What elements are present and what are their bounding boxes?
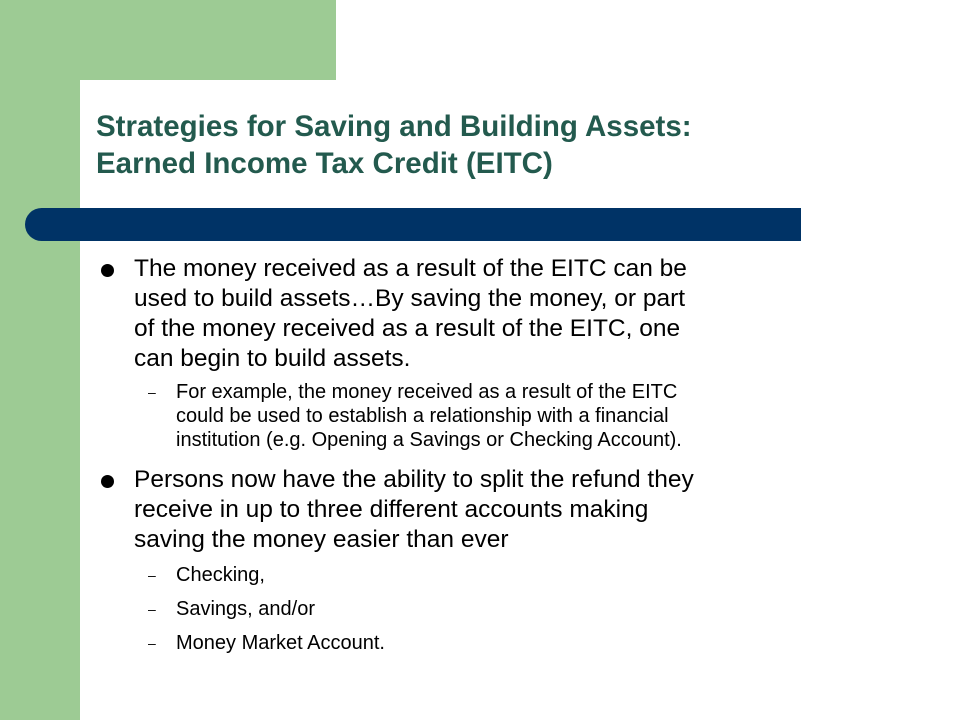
bullet-2-line-1: Persons now have the ability to split the refund they (134, 466, 694, 493)
sub-item-example (134, 380, 890, 452)
bullet-1-line-1: The money received as a result of the EITC can be (134, 255, 687, 282)
title-divider-bar (25, 208, 801, 241)
sub-item-money-market (134, 631, 890, 655)
dash-icon: – (148, 567, 156, 583)
sub-list (134, 563, 890, 655)
sub-item-savings (134, 597, 890, 621)
dash-icon: – (148, 601, 156, 617)
bullet-2-line-3: saving the money easier than ever (134, 526, 509, 553)
bullet-dot-icon (101, 475, 114, 488)
bullet-item-eitc-assets (100, 254, 890, 452)
left-green-bar (0, 0, 80, 720)
bullet-1-line-4: can begin to build assets. (134, 345, 411, 372)
slide-title (96, 108, 916, 182)
sub-savings-label: Savings, and/or (176, 598, 315, 620)
bullet-1-line-2: used to build assets…By saving the money, or part (134, 285, 686, 312)
title-line-2: Earned Income Tax Credit (EITC) (96, 147, 553, 180)
sub-1-line-3: institution (e.g. Opening a Savings or Checking Account). (176, 429, 682, 451)
title-line-1: Strategies for Saving and Building Assets: (96, 110, 692, 143)
sub-list (134, 380, 890, 452)
sub-1-line-1: For example, the money received as a result of the EITC (176, 381, 678, 403)
dash-icon: – (148, 635, 156, 651)
sub-money-market-label: Money Market Account. (176, 632, 385, 654)
dash-icon: – (148, 384, 156, 400)
top-green-block (80, 0, 336, 80)
bullet-dot-icon (101, 264, 114, 277)
bullet-list (100, 254, 890, 655)
sub-1-line-2: could be used to establish a relationship with a financial (176, 405, 669, 427)
bullet-2-line-2: receive in up to three different accounts making (134, 496, 649, 523)
sub-checking-label: Checking, (176, 564, 265, 586)
bullet-1-line-3: of the money received as a result of the EITC, one (134, 315, 681, 342)
bullet-item-split-refund (100, 465, 890, 655)
sub-item-checking (134, 563, 890, 587)
